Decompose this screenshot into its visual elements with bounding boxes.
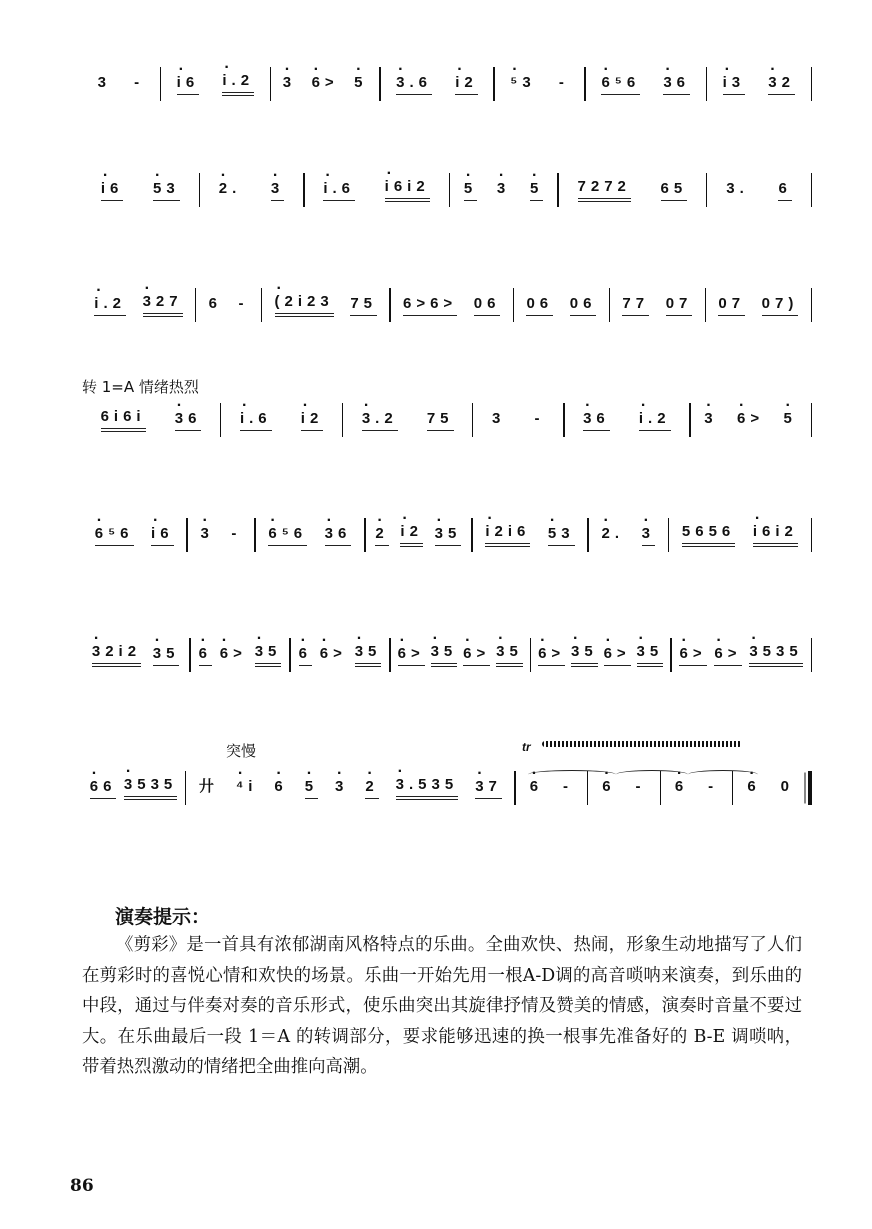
note: · 5 [784, 410, 797, 430]
note: · 6> [463, 645, 490, 666]
note: · 6> [604, 645, 631, 666]
measure [514, 285, 609, 325]
note: · 327 [143, 293, 183, 317]
note: 06 [526, 295, 553, 316]
note: 06 [570, 295, 597, 316]
note: · 3535 [749, 643, 802, 667]
note: · i2 [455, 74, 478, 95]
barline [811, 518, 812, 552]
tie-arc [616, 770, 688, 779]
note: · 3.535 [396, 776, 459, 800]
measure [473, 515, 588, 555]
measure [589, 515, 668, 555]
note: · i2i6 [485, 523, 530, 547]
note: · 2. [219, 180, 242, 200]
measure [196, 285, 261, 325]
note: - [134, 74, 145, 91]
measure [669, 515, 811, 555]
measure [82, 515, 186, 555]
note: · 6 [602, 778, 615, 798]
note: 07 [666, 295, 693, 316]
note: · 6 [274, 778, 287, 798]
measure [188, 515, 254, 555]
note: · (2i23 [275, 293, 334, 317]
note: · i6 [101, 180, 124, 201]
note: · 35 [431, 643, 458, 667]
note: · 3 [497, 180, 510, 200]
note: 75 [427, 410, 454, 431]
note: · i3 [723, 74, 746, 95]
measure [391, 285, 513, 325]
measure [291, 635, 390, 675]
note: - [562, 778, 573, 795]
measure [450, 170, 557, 210]
note: · 3535 [124, 776, 177, 800]
note: · 3 [704, 410, 717, 430]
note: · 53 [548, 525, 575, 546]
measure [161, 64, 270, 104]
note: · 5 [305, 778, 318, 799]
note: · 6⁵6 [95, 525, 134, 546]
note: 6i6i [101, 408, 146, 432]
note: · 3 [271, 180, 284, 201]
note: · 36 [663, 74, 690, 95]
note: · i6 [177, 74, 200, 95]
performance-notes-title: 演奏提示： [115, 906, 211, 928]
measure [262, 285, 389, 325]
note: - [708, 778, 719, 795]
note: · 53 [153, 180, 180, 201]
measure [82, 170, 199, 210]
measure [381, 64, 494, 104]
note: · i6i2 [753, 523, 798, 547]
note: · 35 [496, 643, 523, 667]
barline [811, 403, 812, 437]
note: · 35 [355, 643, 382, 667]
note: 07) [762, 295, 799, 316]
measure [707, 170, 810, 210]
note: · 5 [464, 180, 477, 201]
note: · i.6 [323, 180, 355, 201]
note: · 35 [153, 645, 180, 666]
barline [811, 173, 812, 207]
note: · i2 [400, 523, 423, 547]
note: · i.2 [94, 295, 126, 316]
note: - [558, 74, 569, 91]
measure [610, 285, 705, 325]
measure [200, 170, 303, 210]
note: · 2. [602, 525, 625, 545]
note: 7272 [578, 178, 631, 202]
note: · 3 [201, 525, 214, 545]
barline [811, 288, 812, 322]
measure [305, 170, 449, 210]
score-line-6 [82, 635, 812, 675]
note: · 6 [199, 645, 212, 666]
note: 6 [778, 180, 791, 201]
note: · 3 [335, 778, 348, 798]
note: - [534, 410, 545, 427]
measure [82, 285, 195, 325]
note: 5656 [682, 523, 735, 547]
note: · 3 [642, 525, 655, 546]
tie-arc [528, 770, 616, 779]
note: 06 [474, 295, 501, 316]
barline [811, 67, 812, 101]
measure [559, 170, 706, 210]
score-line-1 [82, 64, 812, 104]
note: · i.2 [639, 410, 671, 431]
measure [82, 768, 185, 808]
score-line-2 [82, 170, 812, 210]
note: · 36 [175, 410, 202, 431]
measure [495, 64, 585, 104]
note: · 6> [737, 410, 764, 430]
final-barline [808, 771, 812, 805]
measure [221, 400, 341, 440]
note: · ⁴i [236, 778, 258, 798]
measure [191, 635, 290, 675]
note: · 36 [583, 410, 610, 431]
measure [343, 400, 472, 440]
note: · 32i2 [92, 643, 141, 667]
trill-wave-line [542, 741, 742, 747]
note: · 6> [714, 645, 741, 666]
performance-notes-paragraph: 《剪彩》是一首具有浓郁湖南风格特点的乐曲。全曲欢快、热闹，形象生动地描写了人们在剪彩时的喜悦心情和欢快的场景。乐曲一开始先用一根A-D调的高音唢呐来演奏，到乐曲的中段，通过与伴奏对奏的音乐形式，使乐曲突出其旋律抒情及赞美的情感，演奏时音量不要过大。在乐曲最后一段 1＝A 的转调部分，要求能够迅速的换一根事先准备好的 B-E 调唢呐，带着热烈激动的情绪把全曲推向高潮。 [82, 935, 802, 1077]
note: · 6⁵6 [601, 74, 640, 95]
measure [707, 64, 811, 104]
note: · 3.2 [362, 410, 398, 431]
measure [256, 515, 365, 555]
tempo-annotation: 突慢 [226, 742, 257, 760]
page-number: 86 [70, 1176, 94, 1196]
note: · 6 [675, 778, 688, 798]
note: · 6> [398, 645, 425, 666]
measure [531, 635, 670, 675]
note: - [238, 295, 249, 312]
note: 3 [97, 74, 111, 91]
measure [565, 400, 690, 440]
note: · 35 [255, 643, 282, 667]
note: · 6> [679, 645, 706, 666]
note: · 2 [375, 525, 388, 546]
note: 07 [718, 295, 745, 316]
measure [82, 635, 189, 675]
key-change-annotation: 转 1=A 情绪热烈 [82, 378, 199, 396]
note: · 5 [354, 74, 367, 94]
note: · 3 [283, 74, 296, 94]
measure [706, 285, 811, 325]
note: · 6 [299, 645, 312, 666]
note: · 6⁵6 [268, 525, 307, 546]
note: 0 [780, 778, 795, 795]
note: · 6> [312, 74, 339, 94]
measure [186, 768, 514, 808]
measure [271, 64, 379, 104]
tie-arc [688, 770, 758, 779]
note: · 6 [747, 778, 760, 798]
note: · 35 [571, 643, 598, 667]
note: · i.6 [240, 410, 272, 431]
note: · 66 [90, 778, 117, 799]
note: · i.2 [222, 72, 254, 96]
measure [672, 635, 811, 675]
score-line-4 [82, 400, 812, 440]
note: · 37 [475, 778, 502, 799]
note: · i6i2 [385, 178, 430, 202]
note: · i6 [151, 525, 174, 546]
note: · 32 [768, 74, 795, 95]
note: · 5 [530, 180, 543, 201]
measure [82, 64, 160, 104]
note: · 35 [637, 643, 664, 667]
measure [391, 635, 530, 675]
measure [82, 400, 220, 440]
note: · 6> [320, 645, 347, 665]
note: 6>6> [403, 295, 457, 316]
note: - [635, 778, 646, 795]
score-line-3 [82, 285, 812, 325]
note: 3. [726, 180, 749, 197]
note: 3 [492, 410, 506, 427]
note: · 3.6 [396, 74, 432, 95]
breath-mark: 廾 [198, 778, 219, 795]
measure [366, 515, 472, 555]
note: 77 [622, 295, 649, 316]
measure [691, 400, 811, 440]
score-line-5 [82, 515, 812, 555]
note: 65 [661, 180, 688, 201]
measure [473, 400, 563, 440]
barline [811, 638, 812, 672]
measure [586, 64, 706, 104]
note: 75 [350, 295, 377, 316]
note: · 6> [220, 645, 247, 665]
note: 6 [208, 295, 222, 312]
note: · ⁵3 [510, 74, 535, 94]
note: - [231, 525, 242, 542]
note: · 6 [530, 778, 543, 798]
note: · 2 [365, 778, 378, 799]
note: · 6> [538, 645, 565, 666]
note: · 35 [435, 525, 462, 546]
note: · i2 [301, 410, 324, 431]
trill-mark: tr [522, 740, 531, 754]
note: · 36 [325, 525, 352, 546]
